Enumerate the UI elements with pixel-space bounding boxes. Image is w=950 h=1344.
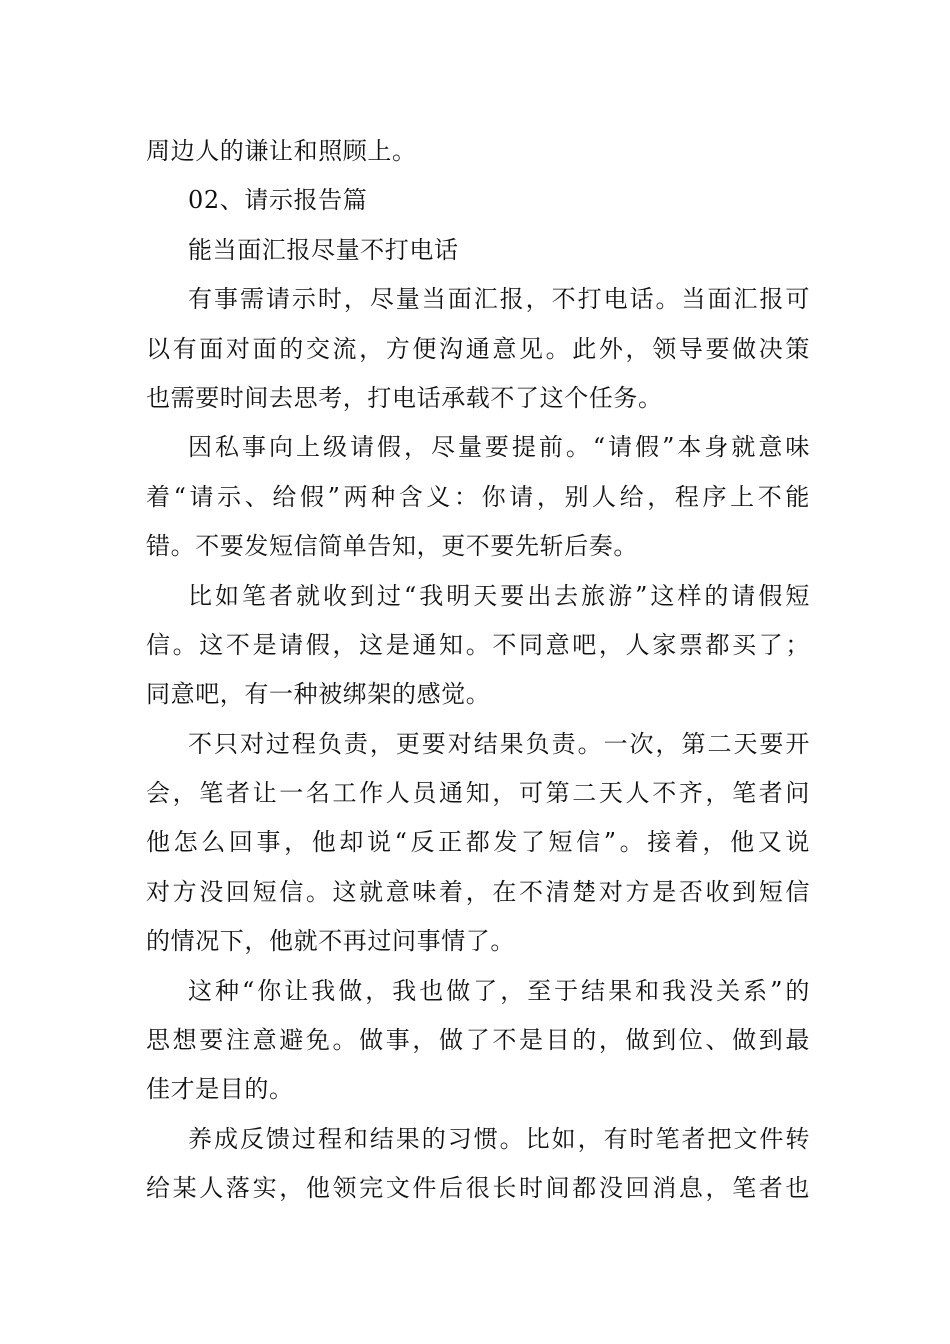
text-line: 对方没回短信。这就意味着，在不清楚对方是否收到短信 [146,877,810,906]
text-line: 佳才是目的。 [146,1075,294,1104]
text-line: 周边人的谦让和照顾上。 [146,137,417,165]
text-line: 思想要注意避免。做事，做了不是目的，做到位、做到最 [146,1026,810,1055]
text-line: 同意吧，有一种被绑架的感觉。 [146,680,491,709]
text-line: 比如笔者就收到过“我明天要出去旅游”这样的请假短 [188,581,810,610]
text-line: 以有面对面的交流，方便沟通意见。此外，领导要做决策 [146,334,810,363]
text-line: 给某人落实，他领完文件后很长时间都没回消息，笔者也 [146,1174,810,1203]
text-line: 这种“你让我做，我也做了，至于结果和我没关系”的 [188,976,810,1005]
text-line: 因私事向上级请假，尽量要提前。“请假”本身就意味 [188,433,810,462]
text-line: 不只对过程负责，更要对结果负责。一次，第二天要开 [188,729,810,758]
text-line: 他怎么回事，他却说“反正都发了短信”。接着，他又说 [146,828,810,857]
text-line: 能当面汇报尽量不打电话 [188,235,459,264]
text-line: 也需要时间去思考，打电话承载不了这个任务。 [146,383,663,412]
body-text [146,127,810,1214]
text-line: 会，笔者让一名工作人员通知，可第二天人不齐，笔者问 [146,779,810,808]
text-line: 信。这不是请假，这是通知。不同意吧，人家票都买了； [146,630,810,659]
text-line: 的情况下，他就不再过问事情了。 [146,927,515,956]
text-line: 有事需请示时，尽量当面汇报，不打电话。当面汇报可 [188,285,810,314]
text-line: 着“请示、给假”两种含义：你请，别人给，程序上不能 [146,482,810,511]
text-line: 错。不要发短信简单告知，更不要先斩后奏。 [146,532,638,561]
text-line: 02、请示报告篇 [188,186,368,215]
text-line: 养成反馈过程和结果的习惯。比如，有时笔者把文件转 [188,1124,810,1153]
